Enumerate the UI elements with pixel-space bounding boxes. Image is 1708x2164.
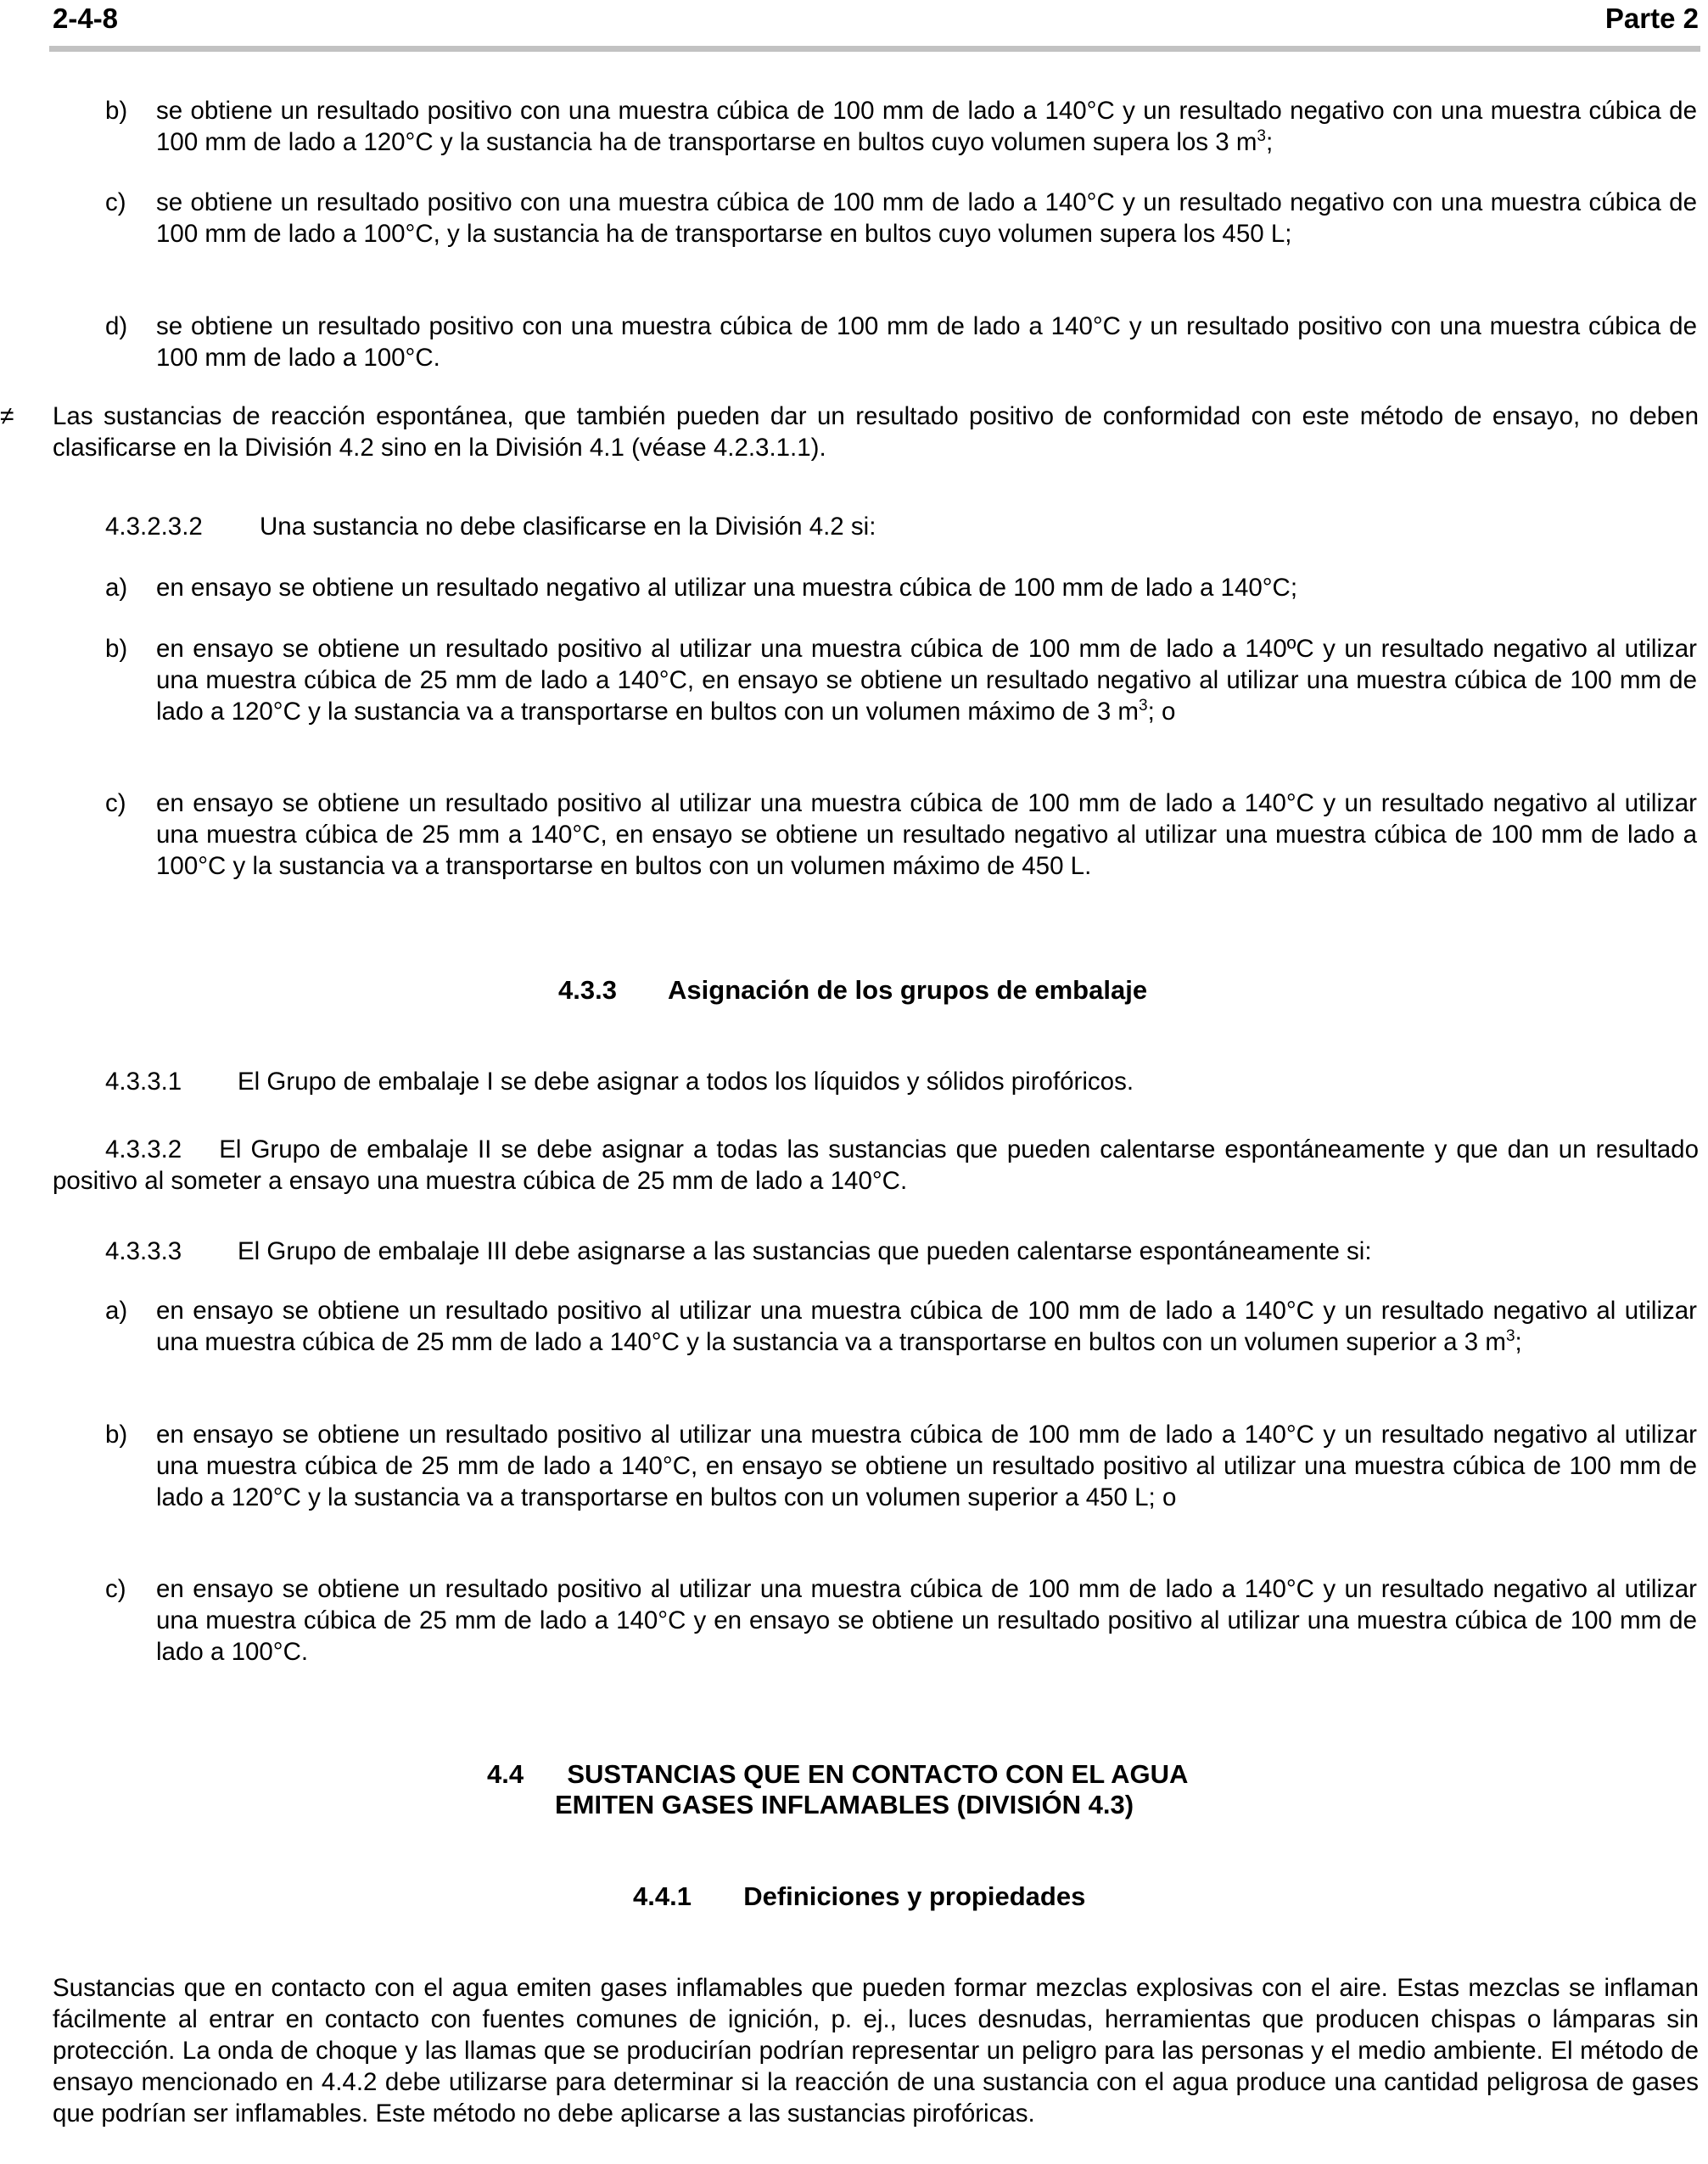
list-item-text: en ensayo se obtiene un resultado negativo al utilizar una muestra cúbica de 100 mm de lado a 140°C; — [156, 574, 1298, 602]
section-heading — [558, 974, 1147, 1006]
section-heading — [633, 1881, 1085, 1912]
part-label: Parte 2 — [1604, 3, 1699, 34]
note-paragraph: Las sustancias de reacción espontánea, que también pueden dar un resultado positivo de conformidad con este método de ensayo, no deben clasificarse en la División 4.2 sino en la División 4.1 (véase 4.2.3.1.1). — [53, 402, 1699, 462]
list-item-text: en ensayo se obtiene un resultado positivo al utilizar una muestra cúbica de 100 mm de lado a 140°C y un resultado negativo al utilizar una muestra cúbica de 25 mm de lado a 140°C y la sustancia va a transportarse en bultos con un volumen superior a 3 $m^3$; — [156, 1297, 1697, 1356]
header-rule — [49, 46, 1700, 52]
paragraph-number: 4.3.3.2 — [105, 1135, 182, 1163]
page-header — [53, 0, 1699, 51]
section-number: 4.4.1 — [633, 1881, 692, 1911]
section-number: 4.4 — [487, 1759, 524, 1789]
paragraph-number: 4.3.3.3 — [105, 1237, 182, 1265]
list-item-letter: d) — [105, 312, 128, 340]
paragraph-text: El Grupo de embalaje III debe asignarse a las sustancias que pueden calentarse espontáneamente si: — [238, 1237, 1372, 1265]
paragraph-4-3-3-2 — [53, 1134, 1699, 1197]
change-mark-icon: ≠ — [0, 402, 14, 430]
list-item-letter: c) — [105, 1575, 126, 1603]
paragraph-number: 4.3.2.3.2 — [105, 513, 203, 541]
list-item-letter: c) — [105, 188, 126, 216]
list-item-text: en ensayo se obtiene un resultado positivo al utilizar una muestra cúbica de 100 mm de lado a 140°C y un resultado negativo al utilizar una muestra cúbica de 25 mm de lado a 140°C, en ensayo se obtiene un resultado positivo al utilizar una muestra cúbica de 100 mm de lado a 120°C y la sustancia va a transportarse en bultos con un volumen superior a 450 L; o — [156, 1421, 1697, 1511]
section-title-line1: SUSTANCIAS QUE EN CONTACTO CON EL AGUA — [567, 1759, 1189, 1789]
section-title: Definiciones y propiedades — [743, 1881, 1086, 1911]
paragraph-text: El Grupo de embalaje I se debe asignar a todos los líquidos y sólidos pirofóricos. — [238, 1068, 1134, 1096]
paragraph-text: Una sustancia no debe clasificarse en la División 4.2 si: — [260, 513, 876, 541]
section-number: 4.3.3 — [558, 975, 617, 1005]
list-item-text: se obtiene un resultado positivo con una muestra cúbica de 100 mm de lado a 140°C y un resultado negativo con una muestra cúbica de 100 mm de lado a 100°C, y la sustancia ha de transportarse en bultos cuyo volumen supera los 450 L; — [156, 188, 1697, 248]
list-item-letter: c) — [105, 789, 126, 817]
list-item-letter: b) — [105, 1421, 128, 1449]
list-item-text: en ensayo se obtiene un resultado positivo al utilizar una muestra cúbica de 100 mm de lado a 140ºC y un resultado negativo al utilizar una muestra cúbica de 25 mm de lado a 140°C, en ensayo se obtiene un resultado negativo al utilizar una muestra cúbica de 100 mm de lado a 120°C y la sustancia va a transportarse en bultos con un volumen máximo de 3 $m^3$; o — [156, 635, 1697, 726]
list-item-letter: b) — [105, 97, 128, 125]
list-item-text: se obtiene un resultado positivo con una muestra cúbica de 100 mm de lado a 140°C y un resultado negativo con una muestra cúbica de 100 mm de lado a 120°C y la sustancia ha de transportarse en bultos cuyo volumen supera los 3 $m^3$; — [156, 97, 1697, 156]
list-item-letter: a) — [105, 574, 128, 602]
paragraph-number: 4.3.3.1 — [105, 1068, 182, 1096]
page-number: 2-4-8 — [53, 3, 119, 34]
paragraph-text: El Grupo de embalaje II se debe asignar a todas las sustancias que pueden calentarse espontáneamente y que dan un resultado positivo al someter a ensayo una muestra cúbica de 25 mm de lado a 140°C. — [53, 1135, 1699, 1195]
section-title-line2: EMITEN GASES INFLAMABLES (DIVISIÓN 4.3) — [555, 1790, 1134, 1819]
list-item-text: se obtiene un resultado positivo con una muestra cúbica de 100 mm de lado a 140°C y un resultado positivo con una muestra cúbica de 100 mm de lado a 100°C. — [156, 312, 1697, 372]
list-item-letter: b) — [105, 635, 128, 663]
definition-paragraph: Sustancias que en contacto con el agua emiten gases inflamables que pueden formar mezclas explosivas con el aire. Estas mezclas se inflaman fácilmente al entrar en contacto con fuentes comunes de ignición, p. ej., luces desnudas, herramientas que producen chispas o lámparas sin protección. La onda de choque y las llamas que se producirían podrían representar un peligro para las personas y el medio ambiente. El método de ensayo mencionado en 4.4.2 debe utilizarse para determinar si la reacción de una sustancia con el agua produce una cantidad peligrosa de gases que podrían ser inflamables. Este método no debe aplicarse a las sustancias pirofóricas. — [53, 1974, 1699, 2128]
list-item-letter: a) — [105, 1297, 128, 1325]
list-item-text: en ensayo se obtiene un resultado positivo al utilizar una muestra cúbica de 100 mm de lado a 140°C y un resultado negativo al utilizar una muestra cúbica de 25 mm de lado a 140°C y en ensayo se obtiene un resultado positivo al utilizar una muestra cúbica de 100 mm de lado a 100°C. — [156, 1575, 1697, 1666]
section-title: Asignación de los grupos de embalaje — [668, 975, 1148, 1005]
chapter-heading — [487, 1758, 1188, 1790]
list-item-text: en ensayo se obtiene un resultado positivo al utilizar una muestra cúbica de 100 mm de lado a 140°C y un resultado negativo al utilizar una muestra cúbica de 25 mm a 140°C, en ensayo se obtiene un resultado negativo al utilizar una muestra cúbica de 100 mm de lado a 100°C y la sustancia va a transportarse en bultos con un volumen máximo de 450 L. — [156, 789, 1697, 880]
